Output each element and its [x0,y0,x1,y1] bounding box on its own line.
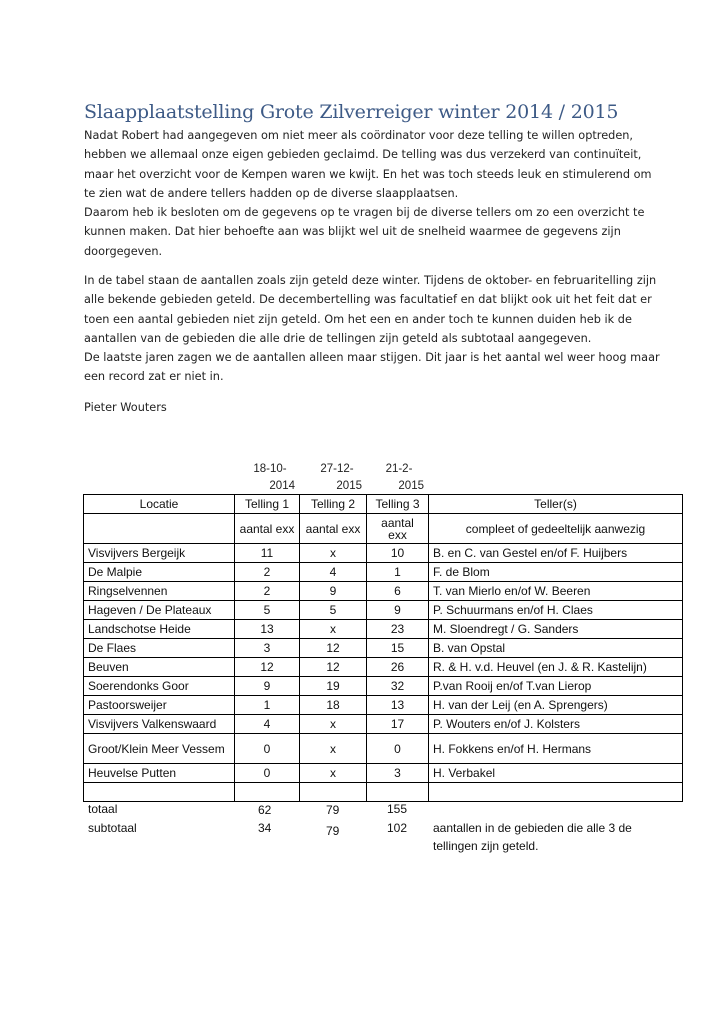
date-telling-3 [374,461,424,495]
cell-locatie: Groot/Klein Meer Vessem [84,734,235,764]
cell-tellers: T. van Mierlo en/of W. Beeren [429,582,683,601]
date-line: 18-10- [253,463,287,475]
cell-tellers: R. & H. v.d. Heuvel (en J. & R. Kastelijn) [429,658,683,677]
cell-tellers: P. Schuurmans en/of H. Claes [429,601,683,620]
cell-telling-3: 23 [367,620,429,639]
cell-telling-3: 0 [367,734,429,764]
date-line: 2014 [269,480,295,492]
subheader-row [84,514,683,544]
table-row [84,620,683,639]
totaal-label: totaal [88,802,118,816]
cell-telling-2: x [300,715,367,734]
subtotaal-telling-1: 34 [258,821,272,835]
text-line: Nadat Robert had aangegeven om niet meer als coördinator voor deze telling te willen optreden, [84,129,634,142]
cell-telling-2: 18 [300,696,367,715]
cell-telling-1: 4 [235,715,300,734]
cell-tellers: H. Verbakel [429,764,683,783]
empty-cell [235,783,300,802]
text-line: Daarom heb ik besloten om de gegevens op te vragen bij de diverse tellers om zo een overzicht te [84,206,645,220]
cell-telling-2: x [300,734,367,764]
subtotaal-telling-3: 102 [387,821,408,835]
text-line: aantallen van de gebieden die alle drie de tellingen zijn geteld als subtotaal aangegeven. [84,331,592,345]
totaal-telling-2: 79 [326,803,340,817]
cell-telling-2: 12 [300,658,367,677]
cell-locatie: Ringselvennen [84,582,235,601]
cell-telling-1: 1 [235,696,300,715]
date-line: 2015 [336,480,362,492]
cell-telling-3: 3 [367,764,429,783]
table-row-empty [84,783,683,802]
text-line: toen een aantal gebieden niet zijn geteld. Om het een en ander toch te kunnen duiden heb ik de [84,312,632,326]
cell-tellers: P.van Rooij en/of T.van Lierop [429,677,683,696]
cell-tellers: P. Wouters en/of J. Kolsters [429,715,683,734]
cell-telling-1: 0 [235,734,300,764]
cell-telling-1: 13 [235,620,300,639]
totaal-telling-3: 155 [387,802,408,816]
header-telling-1: Telling 1 [235,495,300,514]
cell-telling-3: 10 [367,544,429,563]
date-line: 27-12- [320,463,354,475]
subtotaal-label: subtotaal [88,821,137,835]
cell-telling-3: 1 [367,563,429,582]
empty-cell [84,783,235,802]
date-line: 21-2- [385,463,413,475]
cell-telling-1: 9 [235,677,300,696]
text-line: doorgegeven. [84,244,163,258]
table-row [84,764,683,783]
cell-telling-3: 13 [367,696,429,715]
cell-locatie: Landschotse Heide [84,620,235,639]
table-row [84,639,683,658]
cell-telling-3: 17 [367,715,429,734]
count-table [83,494,683,802]
cell-telling-2: x [300,544,367,563]
table-row [84,582,683,601]
signature [84,398,644,417]
date-line: 2015 [398,480,424,492]
cell-telling-1: 11 [235,544,300,563]
table-row [84,601,683,620]
cell-tellers: F. de Blom [429,563,683,582]
cell-tellers: M. Sloendregt / G. Sanders [429,620,683,639]
cell-telling-3: 32 [367,677,429,696]
cell-locatie: Beuven [84,658,235,677]
text-line: alle bekende gebieden geteld. De decembertelling was facultatief en dat blijkt ook uit het feit dat er [84,293,652,307]
subtotaal-telling-2: 79 [326,824,340,838]
cell-tellers: B. van Opstal [429,639,683,658]
header-tellers: Teller(s) [429,495,683,514]
cell-telling-2: x [300,620,367,639]
cell-telling-1: 3 [235,639,300,658]
header-telling-2: Telling 2 [300,495,367,514]
cell-tellers: H. Fokkens en/of H. Hermans [429,734,683,764]
table-row [84,563,683,582]
cell-tellers: H. van der Leij (en A. Sprengers) [429,696,683,715]
table-row [84,677,683,696]
totaal-telling-1: 62 [258,803,272,817]
cell-telling-2: 9 [300,582,367,601]
text-line: hebben we allemaal onze eigen gebieden geclaimd. De telling was dus verzekerd van continuïteit, [84,148,642,162]
cell-telling-3: 9 [367,601,429,620]
table-row [84,715,683,734]
date-telling-2 [312,461,362,495]
text-line: te zien wat de andere tellers hadden op de diverse slaapplaatsen. [84,186,459,200]
cell-locatie: De Flaes [84,639,235,658]
cell-locatie: Hageven / De Plateaux [84,601,235,620]
header-telling-3: Telling 3 [367,495,429,514]
text-line: De laatste jaren zagen we de aantallen alleen maar stijgen. Dit jaar is het aantal wel weer hoog maar [84,351,660,365]
subheader-telling-1: aantal exx [235,514,300,544]
intro-paragraph [84,126,652,261]
table-row [84,734,683,764]
table-explanation-paragraph [84,271,660,387]
empty-cell [300,783,367,802]
cell-telling-2: 4 [300,563,367,582]
cell-telling-1: 2 [235,563,300,582]
cell-telling-1: 2 [235,582,300,601]
subtotaal-note-line-1: aantallen in de gebieden die alle 3 de [433,821,632,835]
text-line: kunnen maken. Dat hier behoefte aan was blijkt wel uit de snelheid waarmee de gegevens zijn [84,225,621,239]
cell-locatie: Visvijvers Bergeijk [84,544,235,563]
subtotaal-note-line-2: tellingen zijn geteld. [433,839,539,853]
cell-telling-3: 6 [367,582,429,601]
cell-telling-1: 12 [235,658,300,677]
table-row [84,696,683,715]
subheader-telling-3: aantal exx [367,514,429,544]
subheader-locatie [84,514,235,544]
text-line: maar het overzicht voor de Kempen waren we kwijt. En het was toch steeds leuk en stimulerend om [84,167,652,181]
cell-locatie: De Malpie [84,563,235,582]
subheader-tellers: compleet of gedeeltelijk aanwezig [429,514,683,544]
cell-telling-2: 5 [300,601,367,620]
table-row [84,658,683,677]
cell-telling-1: 0 [235,764,300,783]
cell-telling-3: 15 [367,639,429,658]
cell-locatie: Visvijvers Valkenswaard [84,715,235,734]
cell-telling-2: 12 [300,639,367,658]
text-line: een record zat er niet in. [84,370,224,384]
header-locatie: Locatie [84,495,235,514]
subheader-telling-2: aantal exx [300,514,367,544]
author-name: Pieter Wouters [84,401,167,414]
cell-locatie: Pastoorsweijer [84,696,235,715]
document-title: Slaapplaatstelling Grote Zilverreiger winter 2014 / 2015 [84,101,619,123]
table-row [84,544,683,563]
empty-cell [367,783,429,802]
cell-telling-3: 26 [367,658,429,677]
cell-tellers: B. en C. van Gestel en/of F. Huijbers [429,544,683,563]
cell-telling-2: x [300,764,367,783]
date-telling-1 [245,461,295,495]
header-row [84,495,683,514]
cell-telling-2: 19 [300,677,367,696]
cell-locatie: Heuvelse Putten [84,764,235,783]
cell-telling-1: 5 [235,601,300,620]
empty-cell [429,783,683,802]
cell-locatie: Soerendonks Goor [84,677,235,696]
text-line: In de tabel staan de aantallen zoals zijn geteld deze winter. Tijdens de oktober- en februaritelling zijn [84,274,657,287]
